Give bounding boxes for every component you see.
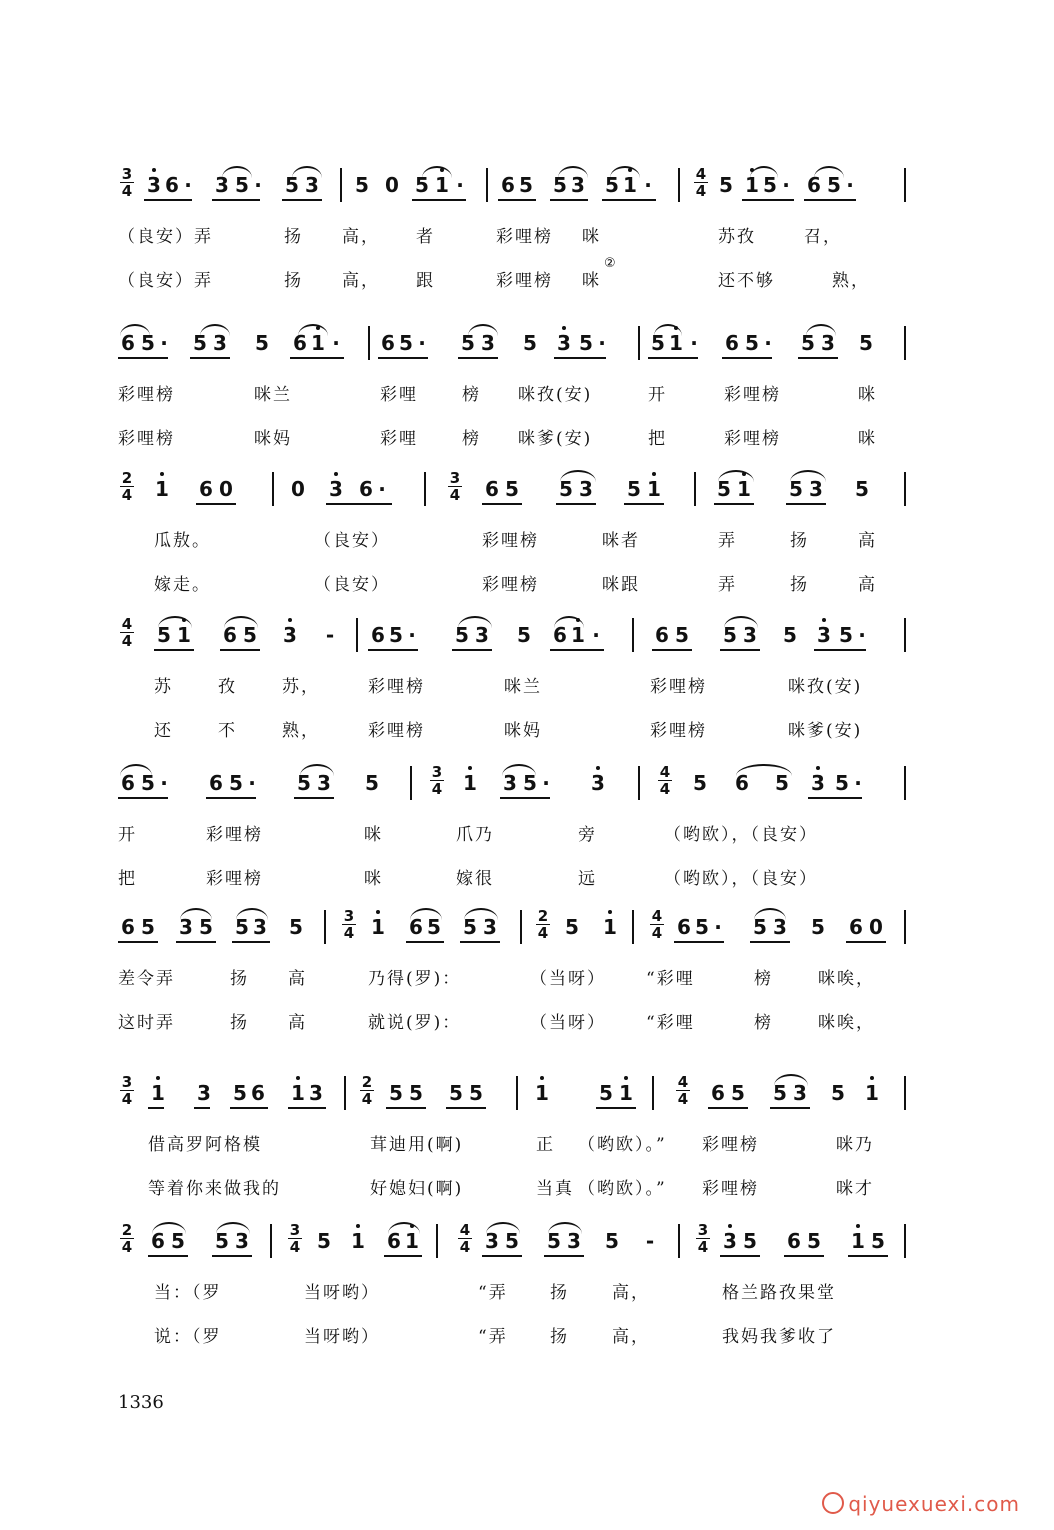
measure: 3 6 · 3 5 · 5 3	[142, 164, 342, 204]
measure: 6 5 5 3 5 3 5 ·	[640, 614, 900, 654]
barline	[340, 168, 342, 202]
barline	[652, 1076, 654, 1110]
barline	[638, 766, 640, 800]
measure: 1 6 5 5 3	[364, 906, 514, 946]
time-signature: $\frac{4}{4}$	[651, 907, 663, 942]
measure: 1 5 1	[524, 1072, 654, 1112]
barline	[486, 168, 488, 202]
barline	[344, 1076, 346, 1110]
lyric-verse-2: 还 不 熟， 彩哩榜 咪妈 彩哩榜 咪爹(安)	[154, 721, 863, 741]
measure: 6 5 · 5 3 5 6 0	[672, 906, 902, 946]
time-signature: $\frac{2}{4}$	[121, 1221, 133, 1256]
time-signature: $\frac{2}{4}$	[121, 469, 133, 504]
measure: 6 5 5 3	[144, 1220, 264, 1260]
barline	[368, 326, 370, 360]
system-5	[118, 756, 908, 898]
barline	[904, 168, 906, 202]
time-signature: $\frac{4}{4}$	[459, 1221, 471, 1256]
time-signature: $\frac{3}{4}$	[449, 469, 461, 504]
notation-row	[118, 756, 908, 810]
barline	[410, 766, 412, 800]
system-4	[118, 608, 908, 750]
measure: 6 5 · 5 3 5 6 1 ·	[118, 322, 368, 362]
measure: 5 5 5 5	[382, 1072, 512, 1112]
notation-row	[118, 158, 908, 212]
lyric-verse-1: 苏 孜 苏， 彩哩榜 咪兰 彩哩榜 咪孜(安)	[154, 677, 863, 697]
measure: 6 5 5 3 5 1 ·	[494, 164, 674, 204]
measure: 5 0 5 1 ·	[348, 164, 478, 204]
footnote-mark: ②	[604, 256, 618, 271]
barline	[904, 910, 906, 944]
barline	[638, 326, 640, 360]
measure: 5 1 5 · 6 5 ·	[714, 164, 904, 204]
measure: 1 3 5 6 1 3	[144, 1072, 344, 1112]
lyric-verse-2: 把 彩哩榜 咪 嫁很 远 （哟欧），（良安）	[118, 869, 818, 889]
barline	[694, 472, 696, 506]
barline	[324, 910, 326, 944]
notation-row	[118, 900, 908, 954]
system-8	[118, 1214, 908, 1356]
lyric-verse-1: 差令弄 扬 高 乃得(罗)： （当呀） “彩哩 榜 咪唉，	[118, 969, 875, 989]
barline	[424, 472, 426, 506]
barline	[516, 1076, 518, 1110]
measure: 6 5 · 5 3 5 3 5 ·	[376, 322, 636, 362]
lyric-verse-2: 等着你来做我的 好媳妇(啊) 当真 （哟欧）。” 彩哩榜 咪才	[148, 1179, 874, 1199]
time-signature: $\frac{2}{4}$	[537, 907, 549, 942]
barline	[520, 910, 522, 944]
measure: 1 3 5 · 3	[454, 762, 624, 802]
barline	[272, 472, 274, 506]
measure: 5 1	[565, 915, 617, 939]
time-signature: $\frac{3}{4}$	[121, 1073, 133, 1108]
barline	[270, 1224, 272, 1258]
notation-row	[118, 1214, 908, 1268]
notation-row	[118, 608, 908, 662]
measure: 5 6 5 3 5 ·	[682, 762, 902, 802]
measure: 3 5 5 3 5 -	[480, 1220, 670, 1260]
watermark	[822, 1492, 1020, 1516]
lyric-verse-1: 开 彩哩榜 咪 爪乃 旁 （哟欧），（良安）	[118, 825, 818, 845]
lyric-verse-2: （良安）弄 扬 高， 跟 彩哩榜 咪 ② 还不够 熟，	[118, 256, 870, 291]
system-6	[118, 900, 908, 1042]
watermark-text: qiyuexuexi.com	[848, 1492, 1020, 1516]
lyric-verse-1: （良安）弄 扬 高， 者 彩哩榜 咪 苏孜 召，	[118, 227, 842, 247]
time-signature: $\frac{3}{4}$	[697, 1221, 709, 1256]
time-signature: $\frac{4}{4}$	[677, 1073, 689, 1108]
measure: 3 5 6 5 1 5	[718, 1220, 898, 1260]
barline	[904, 472, 906, 506]
barline	[632, 910, 634, 944]
barline	[904, 326, 906, 360]
barline	[632, 618, 634, 652]
notation-row	[118, 1066, 908, 1120]
measure: 6 5 5 3 5 1	[474, 468, 684, 508]
measure: 5 1 6 5 3 -	[142, 614, 362, 654]
lyric-verse-2: 嫁走。 （良安） 彩哩榜 咪跟 弄 扬 高	[154, 575, 877, 595]
time-signature: $\frac{3}{4}$	[121, 165, 133, 200]
lyric-verse-2: 说：（罗 当呀哟） “弄 扬 高， 我妈我爹收了	[154, 1327, 836, 1347]
lyric-verse-1: 彩哩榜 咪兰 彩哩 榜 咪孜(安) 开 彩哩榜 咪	[118, 385, 877, 405]
time-signature: $\frac{3}{4}$	[431, 763, 443, 798]
measure: 0 3 6 ·	[280, 468, 410, 508]
lyric-verse-2: 彩哩榜 咪妈 彩哩 榜 咪爹(安) 把 彩哩榜 咪	[118, 429, 877, 449]
circle-logo-icon	[822, 1492, 844, 1514]
barline	[904, 618, 906, 652]
barline	[436, 1224, 438, 1258]
system-1	[118, 158, 908, 300]
time-signature: $\frac{4}{4}$	[659, 763, 671, 798]
measure: 5 1 5 3 5	[702, 468, 902, 508]
lyric-verse-2: 这时弄 扬 高 就说(罗)： （当呀） “彩哩 榜 咪唉，	[118, 1013, 875, 1033]
time-signature: $\frac{3}{4}$	[343, 907, 355, 942]
lyric-verse-1: 借高罗阿格模 茸迪用(啊) 正 （哟欧）。” 彩哩榜 咪乃	[148, 1135, 874, 1155]
barline	[904, 1224, 906, 1258]
measure: 5 1 6 1	[310, 1220, 430, 1260]
barline	[678, 1224, 680, 1258]
time-signature: $\frac{4}{4}$	[121, 615, 133, 650]
measure: 6 5 · 5 3 5 6 1 ·	[364, 614, 624, 654]
lyric-verse-1: 瓜敖。 （良安） 彩哩榜 咪者 弄 扬 高	[154, 531, 877, 551]
measure: 6 5 5 3 5 1	[700, 1072, 900, 1112]
measure: 5 1 · 6 5 · 5 3 5	[646, 322, 896, 362]
barline	[356, 618, 358, 652]
measure: 6 5 · 6 5 · 5 3 5	[118, 762, 398, 802]
notation-row	[118, 316, 908, 370]
barline	[904, 1076, 906, 1110]
system-2	[118, 316, 908, 458]
time-signature: $\frac{2}{4}$	[361, 1073, 373, 1108]
time-signature: $\frac{3}{4}$	[289, 1221, 301, 1256]
barline	[904, 766, 906, 800]
barline	[678, 168, 680, 202]
notation-row	[118, 462, 908, 516]
time-signature: $\frac{4}{4}$	[695, 165, 707, 200]
measure: 1 6 0	[142, 468, 262, 508]
system-3	[118, 462, 908, 604]
lyric-verse-1: 当：（罗 当呀哟） “弄 扬 高， 格兰路孜果堂	[154, 1283, 836, 1303]
measure: 6 5 3 5 5 3 5	[118, 906, 318, 946]
system-7	[118, 1066, 908, 1208]
page-number: 1336	[118, 1392, 164, 1413]
